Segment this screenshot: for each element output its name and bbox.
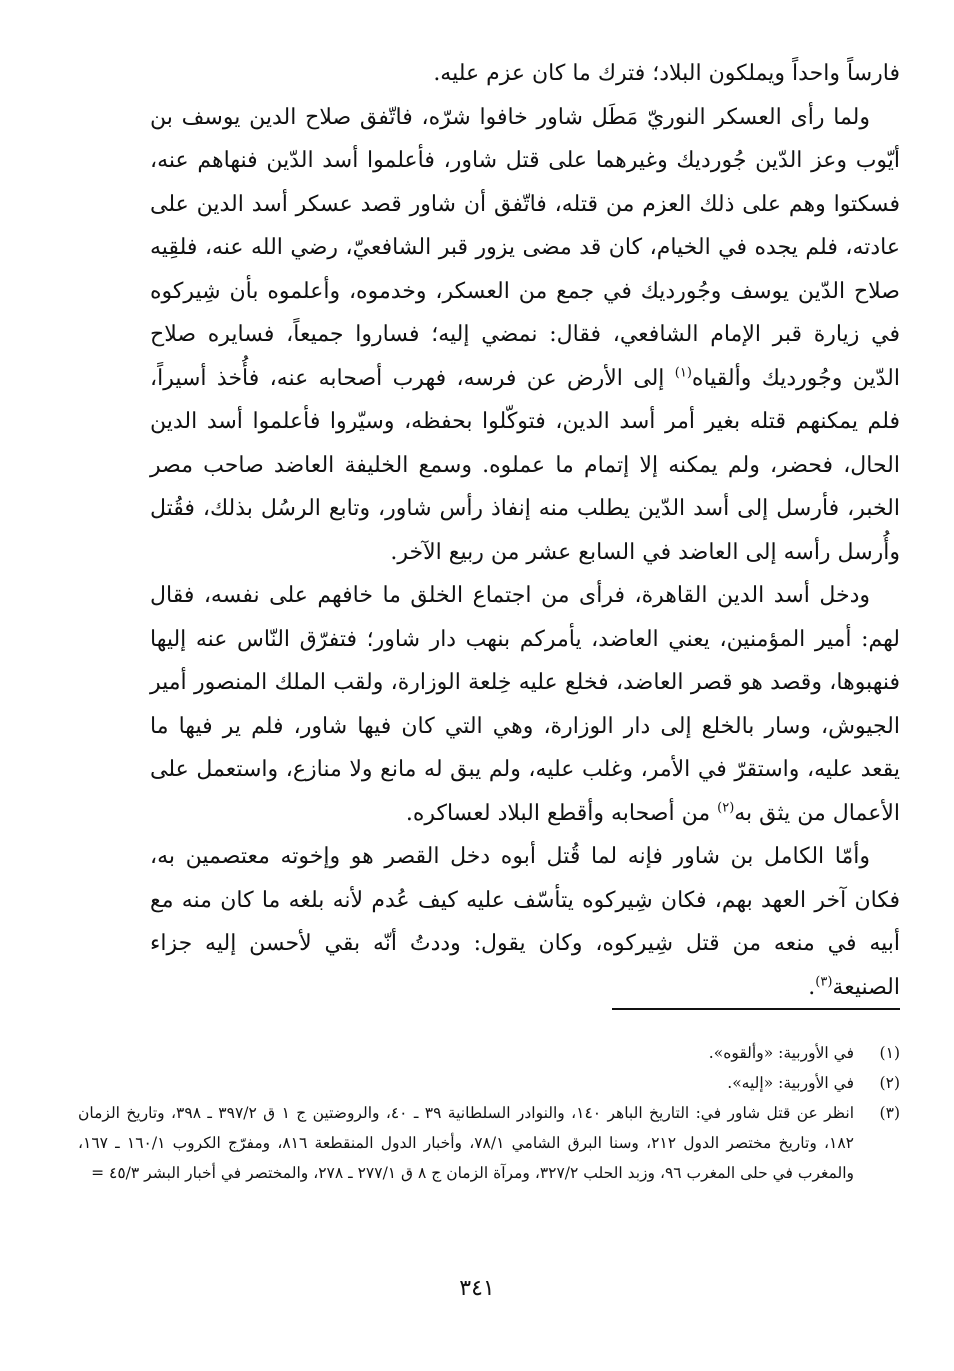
- footnote-1: [78, 1038, 900, 1068]
- footnote-ref-1: (١): [674, 365, 692, 381]
- page-number: ٣٤١: [459, 1276, 495, 1301]
- footnote-text: في الأوربية: «وألقوه».: [708, 1044, 854, 1062]
- footnotes: [78, 1038, 900, 1188]
- footnote-separator: [612, 1008, 900, 1010]
- paragraph-2-text: ولما رأى العسكر النوريّ مَطَل شاور خافوا شرّه، فاتّفق صلاح الدين يوسف بن أيّوب وعز الدّين جُورديك وغيرهما على قتل شاور، فأعلموا أسد الدّين فنهاهم عنه، فسكتوا وهم على ذلك العزم من قتله، فاتّفق أن شاور قصد عسكر أسد الدين على عادته، فلم يجده في الخيام، كان قد مضى يزور قبر الشافعيّ، رضي الله عنه، فلقِيه صلاح الدّين يوسف وجُورديك في جمع من العسكر، وخدموه، وأعلموه بأن شِيركوه في زيارة قبر الإمام الشافعي، فقال: نمضي إليه؛ فساروا جميعاً، فسايره صلاح الدّين وجُورديك وألقياه: [150, 104, 900, 391]
- footnote-text: انظر عن قتل شاور في: التاريخ الباهر ١٤٠، والنوادر السلطانية ٣٩ ـ ٤٠، والروضتين ج ١ ق ٣٩٧/٢ ـ ٣٩٨، وتاريخ الزمان ١٨٢، وتاريخ مختصر الدول ٢١٢، وسنا البرق الشامي ٧٨/١، وأخبار الدول المنقطعة ٨١٦، ومفرّج الكروب ١٦٠/١ ـ ١٦٧، والمغرب في حلى المغرب ٩٦، وزبد الحلب ٣٢٧/٢، ومرآة الزمان ج ٨ ق ٢٧٧/١ ـ ٢٧٨، والمختصر في أخبار البشر ٤٥/٣ =: [78, 1104, 855, 1182]
- paragraph-1-text: فارساً واحداً ويملكون البلاد؛ فترك ما كان عزم عليه.: [433, 61, 900, 86]
- paragraph-1: [150, 52, 900, 96]
- paragraph-3-rest: من أصحابه وأقطع البلاد لعساكره.: [405, 800, 718, 826]
- paragraph-4-text: وأمّا الكامل بن شاور فإنه لما قُتل أبوه دخل القصر هو وإخوته معتصمين به، فكان آخر العهد بهم، فكان شِيركوه يتأسّف عليه كيف عُدم لأنه بلغه ما كان منه مع أبيه في منعه من قتل شِيركوه، وكان يقول: وددتُ أنّه بقي لأحسن إليه جزاء الصنيعة: [150, 844, 900, 1000]
- paragraph-3: [150, 574, 900, 835]
- footnote-ref-2: (٢): [717, 800, 735, 816]
- footnote-text: في الأوربية: «إليه».: [727, 1074, 854, 1092]
- paragraph-4: [150, 835, 900, 1009]
- footnote-3: [78, 1098, 900, 1188]
- paragraph-2-rest: إلى الأرض عن فرسه، فهرب أصحابه عنه، فأُخذ أسيراً، فلم يمكنهم قتله بغير أمر أسد الدين، فتوكّلوا بحفظه، وسيّروا فأعلموا أسد الدين الحال، فحضر، ولم يمكنه إلا إتمام ما عملوه. وسمع الخليفة العاضد صاحب مصر الخبر، فأرسل إلى أسد الدّين يطلب منه إنفاذ رأس شاور، وتابع الرسُل بذلك، فقُتل وأُرسل رأسه إلى العاضد في السابع عشر من ربيع الآخر.: [150, 365, 900, 565]
- main-text: [150, 52, 900, 1009]
- paragraph-3-text: ودخل أسد الدين القاهرة، فرأى من اجتماع الخلق ما خافهم على نفسه، فقال لهم: أمير المؤمنين، يعني العاضد، يأمركم بنهب دار شاور؛ فتفرّق النّاس عنه إليها فنهبوها، وقصد هو قصر العاضد، فخلع عليه خِلعة الوزارة، ولقب الملك المنصور أمير الجيوش، وسار بالخلع إلى دار الوزارة، وهي التي كان فيها شاور، فلم ير فيها ما يقعد عليه، واستقرّ في الأمر، وغلب عليه، ولم يبق له مانع ولا منازع، واستعمل على الأعمال من يثق به: [150, 583, 900, 826]
- footnote-ref-3: (٣): [815, 974, 833, 990]
- footnote-number: (٢): [879, 1074, 900, 1092]
- paragraph-2: [150, 96, 900, 575]
- paragraph-4-end: .: [808, 974, 816, 1000]
- footnote-2: [78, 1068, 900, 1098]
- footnote-number: (٣): [879, 1104, 900, 1122]
- footnote-number: (١): [879, 1044, 900, 1062]
